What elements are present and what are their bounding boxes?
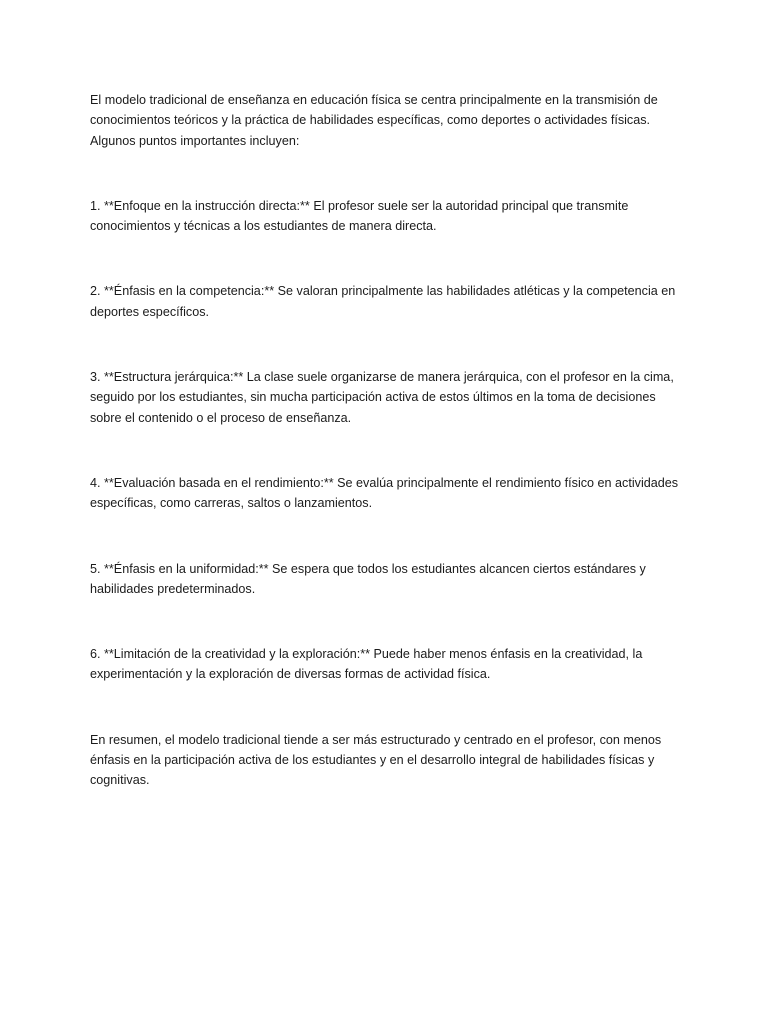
conclusion-paragraph: En resumen, el modelo tradicional tiende a ser más estructurado y centrado en el profesor, con menos énfasis en la participación activa de los estudiantes y en el desarrollo integral de habilidades físicas y cognitivas.	[90, 732, 662, 788]
paragraph-spacer	[90, 151, 680, 196]
paragraph-spacer	[90, 428, 680, 473]
point-3-paragraph: 3. **Estructura jerárquica:** La clase suele organizarse de manera jerárquica, con el profesor en la cima, seguido por los estudiantes, sin mucha participación activa de estos últimos en la toma de decisiones sobre el contenido o el proceso de enseñanza.	[90, 370, 674, 425]
paragraph-spacer	[90, 322, 680, 367]
point-1-paragraph: 1. **Enfoque en la instrucción directa:** El profesor suele ser la autoridad principal que transmite conocimientos y técnicas a los estudiantes de manera directa.	[90, 198, 629, 234]
paragraph-spacer	[90, 236, 680, 281]
paragraph-spacer	[90, 599, 680, 644]
intro-paragraph: El modelo tradicional de enseñanza en educación física se centra principalmente en la transmisión de conocimientos teóricos y la práctica de habilidades específicas, como deportes o actividades físicas. Algunos puntos importantes incluyen:	[90, 93, 658, 148]
document-body	[90, 90, 680, 791]
point-6-paragraph: 6. **Limitación de la creatividad y la exploración:** Puede haber menos énfasis en la creatividad, la experimentación y la exploración de diversas formas de actividad física.	[90, 647, 643, 682]
point-2-paragraph: 2. **Énfasis en la competencia:** Se valoran principalmente las habilidades atléticas y la competencia en deportes específicos.	[90, 284, 676, 319]
point-4-paragraph: 4. **Evaluación basada en el rendimiento:** Se evalúa principalmente el rendimiento físico en actividades específicas, como carreras, saltos o lanzamientos.	[90, 475, 679, 511]
paragraph-spacer	[90, 514, 680, 559]
point-5-paragraph: 5. **Énfasis en la uniformidad:** Se espera que todos los estudiantes alcancen ciertos estándares y habilidades predeterminados.	[90, 561, 646, 596]
paragraph-spacer	[90, 685, 680, 730]
